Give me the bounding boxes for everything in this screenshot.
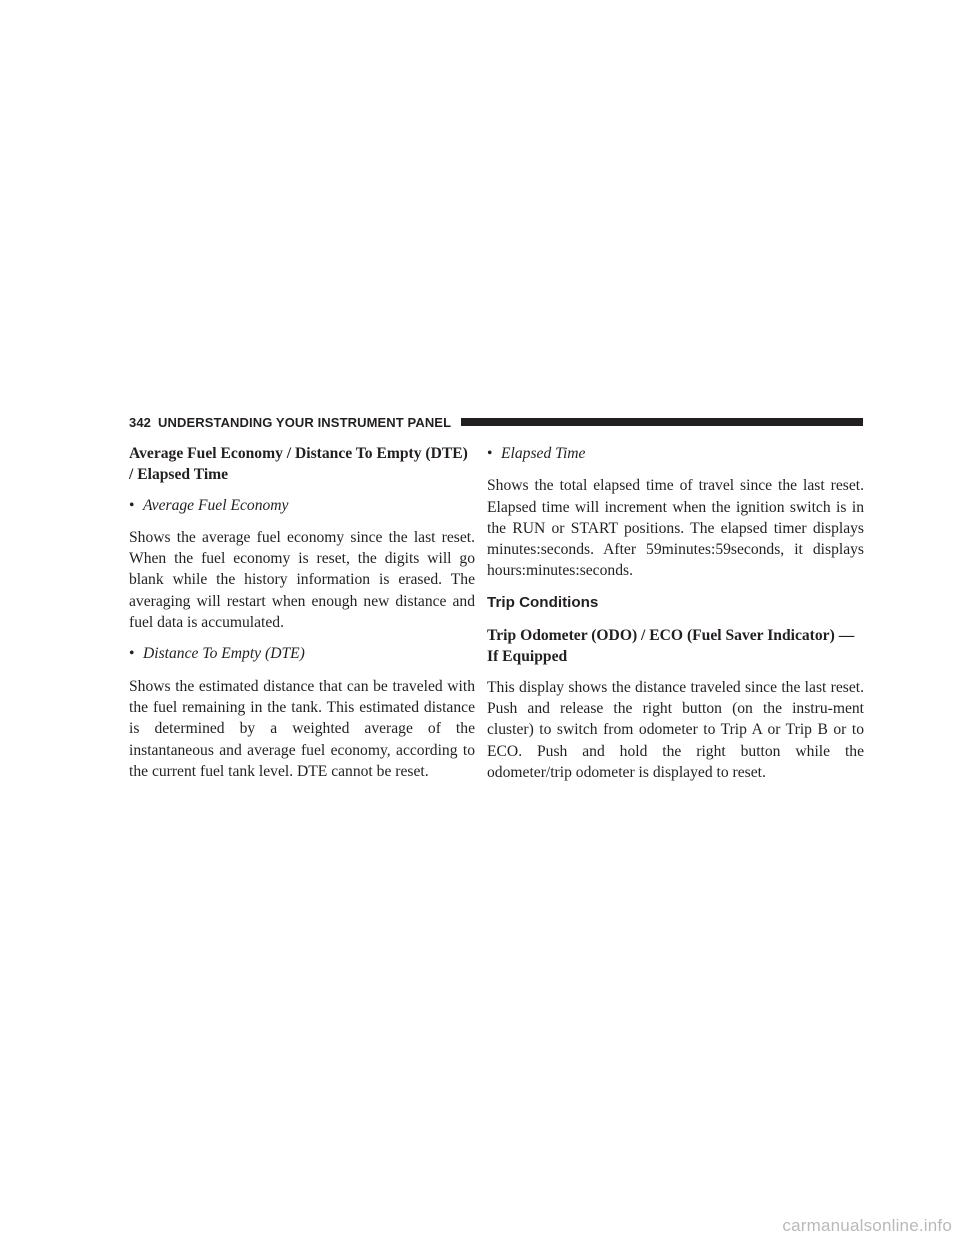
bullet-dot-icon: •: [487, 445, 493, 462]
bullet-elapsed-time: [487, 443, 864, 464]
page-number: 342: [129, 414, 151, 430]
elapsed-time-text: Shows the total elapsed time of travel since the last reset. Elapsed time will increment when the ignition switch is in the RUN or START positions. The elapsed timer displays minutes:seconds. After 59minutes:59seconds, it displays hours:minutes:seconds.: [487, 477, 864, 580]
watermark: carmanualsonline.info: [782, 1216, 952, 1235]
average-fuel-economy-text: Shows the average fuel economy since the last reset. When the fuel economy is reset, the digits will go blank while the history information is erased. The averaging will restart when enough new distance and fuel data is accumulated.: [129, 528, 475, 632]
fuel-economy-heading: Average Fuel Economy / Distance To Empty (DTE) / Elapsed Time: [129, 445, 468, 484]
bullet-average-fuel-economy: [129, 495, 475, 516]
distance-to-empty-text: Shows the estimated distance that can be traveled with the fuel remaining in the tank. This estimated distance is determined by a weighted average of the instantaneous and average fuel economy, according to the current fuel tank level. DTE cannot be reset.: [129, 677, 475, 780]
bullet-label: Distance To Empty (DTE): [143, 645, 305, 663]
right-column: [487, 443, 864, 793]
bullet-dot-icon: •: [129, 645, 135, 663]
left-column: [129, 443, 475, 792]
section-title: UNDERSTANDING YOUR INSTRUMENT PANEL: [158, 414, 452, 430]
header-rule: [461, 418, 863, 426]
bullet-label: Elapsed Time: [501, 445, 586, 462]
bullet-label: Average Fuel Economy: [143, 496, 289, 514]
page-header: [129, 415, 863, 429]
bullet-distance-to-empty: [129, 643, 475, 664]
trip-conditions-heading: Trip Conditions: [487, 593, 599, 611]
trip-odometer-text: This display shows the distance traveled since the last reset. Push and release the right button (on the instru-ment cluster) to switch from odometer to Trip A or Trip B or to ECO. Push and hold the right button while the odometer/trip odometer is displayed to reset.: [487, 678, 864, 781]
trip-odometer-heading: Trip Odometer (ODO) / ECO (Fuel Saver Indicator) — If Equipped: [487, 627, 855, 666]
bullet-dot-icon: •: [129, 496, 135, 514]
